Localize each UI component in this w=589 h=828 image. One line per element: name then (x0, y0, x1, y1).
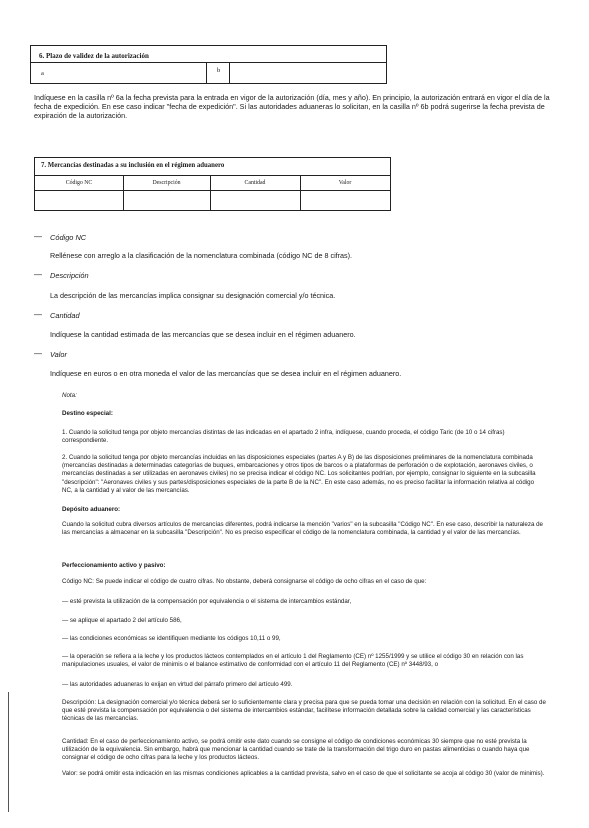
validity-cell-b: b (217, 67, 221, 74)
item-text: Indíquese en euros o en otra moneda el valor de las mercancías que se desea incluir en el régimen aduanero. (50, 369, 402, 378)
perf-description: Descripción: La designación comercial y/o técnica deberá ser lo suficientemente clara y precisa para que se pueda tomar una decisión en relación con la solicitud. En el caso de que esté prevista la compensación por equivalencia o del sistema de intercambios estándar, facilítese información detallada sobre la calidad comercial y las características técnicas de las mercancías. (62, 699, 546, 723)
item-text: Rellénese con arreglo a la clasificación de la nomenclatura combinada (código NC de 8 cifras). (50, 251, 353, 260)
validity-divider-b (229, 62, 230, 83)
perf-list-item: — las autoridades aduaneras lo exijan en virtud del párrafo primero del artículo 499. (62, 681, 293, 688)
validity-divider-a (206, 62, 207, 83)
destino-item-1: 1. Cuando la solicitud tenga por objeto mercancías distintas de las indicadas en el apartado 2 infra, indíquese, cuando proceda, el código Taric (de 10 o 14 cifras) correspondiente. (62, 429, 505, 445)
item-text: La descripción de las mercancías implica consignar su designación comercial y/o técnica. (50, 291, 336, 300)
validity-paragraph: Indíquese en la casilla nº 6a la fecha prevista para la entrada en vigor de la autorización (día, mes y año). En principio, la autorización entrará en vigor el día de la fecha de expedición. En ese caso indicar "fecha de expedición". Si las autoridades aduaneras lo solicitan, en la casilla nº 6b podrá sugerirse la fecha prevista de expiración de la autorización. (34, 93, 550, 120)
perf-list-item: — las condiciones económicas se identifiquen mediante los códigos 10,11 o 99, (62, 635, 281, 642)
item-text: Indíquese la cantidad estimada de las mercancías que se desea incluir en el régimen aduanero. (50, 330, 356, 339)
goods-box (34, 157, 391, 211)
note-label: Nota: (62, 392, 77, 399)
goods-col-header: Descripción (152, 180, 181, 186)
perf-list-item: — se aplique el apartado 2 del artículo 586, (62, 617, 182, 624)
goods-col-header: Cantidad (244, 180, 266, 186)
perf-intro: Código NC: Se puede indicar el código de cuatro cifras. No obstante, deberá consignarse el código de ocho cifras en el caso de que: (62, 578, 427, 585)
perf-title: Perfeccionamiento activo y pasivo: (62, 562, 166, 569)
item-heading: Valor (50, 350, 67, 359)
goods-header-divider (35, 190, 390, 191)
perf-quantity: Cantidad: En el caso de perfeccionamiento activo, se podrá omitir este dato cuando se consigne el código de condiciones económicas 30 siempre que no esté prevista la utilización de la equivalencia. Sin embargo, habrá que mencionar la cantidad cuando se trate de la transformación del trigo duro en pastas alimenticias o cuando haya que consignar el código de ocho cifras para la leche y los productos lácteos. (62, 738, 530, 762)
item-dash: — (34, 232, 42, 241)
perf-value: Valor: se podrá omitir esta indicación en las mismas condiciones aplicables a la cantidad prevista, salvo en el caso de que el solicitante se acoja al código 30 (valor de minimis). (62, 770, 545, 777)
destino-title: Destino especial: (62, 410, 113, 417)
item-dash: — (34, 349, 42, 358)
validity-divider (31, 62, 386, 63)
goods-col-header: Valor (338, 180, 352, 186)
item-heading: Cantidad (50, 311, 80, 320)
deposito-title: Depósito aduanero: (62, 506, 121, 513)
validity-cell-a: a (41, 70, 44, 77)
perf-list-item: — la operación se refiera a la leche y los productos lácteos contemplados en el artículo 1 del Reglamento (CE) nº 1255/1999 y se utilice el código 30 en relación con las manipulaciones usuales, el valor de minimis o el balance estimativo de conformidad con el artículo 11 del Reglamento (CE) nº 3448/93, o (62, 653, 524, 669)
validity-box-title: 6. Plazo de validez de la autorización (39, 52, 149, 60)
item-heading: Descripción (50, 271, 89, 280)
goods-title-divider (35, 175, 390, 176)
goods-box-title: 7. Mercancías destinadas a su inclusión en el régimen aduanero (41, 162, 225, 169)
margin-line (8, 692, 9, 812)
validity-box (30, 45, 387, 84)
item-dash: — (34, 310, 42, 319)
destino-item-2: 2. Cuando la solicitud tenga por objeto mercancías incluidas en las disposiciones especiales (partes A y B) de las disposiciones preliminares de la nomenclatura combinada (mercancías destinadas a determinadas categorías de buques, embarcaciones y otros tipos de barcos o a plataformas de perforación o de explotación, aeronaves civiles, o mercancías destinadas a ser utilizadas en aeronaves civiles) no se precisa indicar el código NC. Los solicitantes podrían, por ejemplo, consignar lo siguiente en la subcasilla "descripción": "Aeronaves civiles y sus partes/disposiciones especiales de la parte B de la NC". En este caso además, no es preciso facilitar la información relativa al código NC, a la cantidad y al valor de las mercancías. (62, 454, 536, 494)
item-heading: Código NC (50, 233, 87, 242)
deposito-text: Cuando la solicitud cubra diversos artículos de mercancías diferentes, podrá indicarse la mención "varios" en la subcasilla "Código NC". En ese caso, describir la naturaleza de las mercancías a almacenar en la subcasilla "Descripción". No es preciso especificar el código de la nomenclatura combinada, la cantidad y el valor de las mercancías. (62, 521, 543, 537)
item-dash: — (34, 270, 42, 279)
perf-list-item: — esté prevista la utilización de la compensación por equivalencia o el sistema de intercambios estándar, (62, 598, 352, 605)
goods-col-header: Código NC (65, 180, 93, 186)
